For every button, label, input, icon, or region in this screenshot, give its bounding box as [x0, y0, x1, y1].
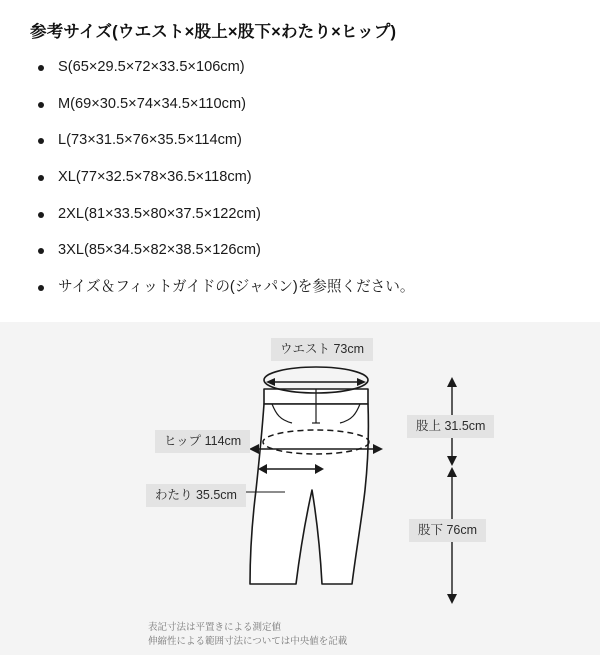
label-watari: わたり 35.5cm: [146, 484, 246, 507]
footnote-line-2: 伸縮性による範囲寸法については中央値を記載: [148, 636, 348, 648]
size-text: M(69×30.5×74×34.5×110cm): [58, 95, 246, 112]
list-item: [30, 205, 570, 225]
size-text: 2XL(81×33.5×80×37.5×122cm): [58, 205, 261, 222]
size-text: L(73×31.5×76×35.5×114cm): [58, 132, 242, 149]
list-item: [30, 241, 570, 261]
size-text: 3XL(85×34.5×82×38.5×126cm): [58, 242, 261, 259]
label-waist: ウエスト 73cm: [271, 338, 373, 361]
list-item: [30, 278, 570, 298]
bullet-icon: [38, 102, 44, 108]
bullet-icon: [38, 65, 44, 71]
size-list: [30, 58, 570, 298]
label-rise: 股上 31.5cm: [407, 415, 494, 438]
bullet-icon: [38, 285, 44, 291]
diagram-footnote: [148, 621, 347, 649]
bullet-icon: [38, 212, 44, 218]
bullet-icon: [38, 175, 44, 181]
size-text-section: [0, 0, 600, 298]
list-item: [30, 95, 570, 115]
label-hip: ヒップ 114cm: [155, 430, 250, 453]
list-item: [30, 168, 570, 188]
diagram-canvas: [0, 322, 600, 655]
bullet-icon: [38, 138, 44, 144]
measurement-diagram: [0, 322, 600, 655]
size-text: S(65×29.5×72×33.5×106cm): [58, 59, 245, 75]
label-inseam: 股下 76cm: [409, 519, 486, 542]
bullet-icon: [38, 248, 44, 254]
page-title: 参考サイズ(ウエスト×股上×股下×わたり×ヒップ): [30, 23, 397, 41]
footnote-line-1: 表記寸法は平置きによる測定値: [148, 622, 282, 634]
list-item: [30, 131, 570, 151]
pants-illustration: [0, 322, 600, 655]
size-guide-text: サイズ＆フィットガイドの(ジャパン)を参照ください。: [58, 279, 415, 296]
size-text: XL(77×32.5×78×36.5×118cm): [58, 169, 252, 186]
list-item: [30, 58, 570, 78]
